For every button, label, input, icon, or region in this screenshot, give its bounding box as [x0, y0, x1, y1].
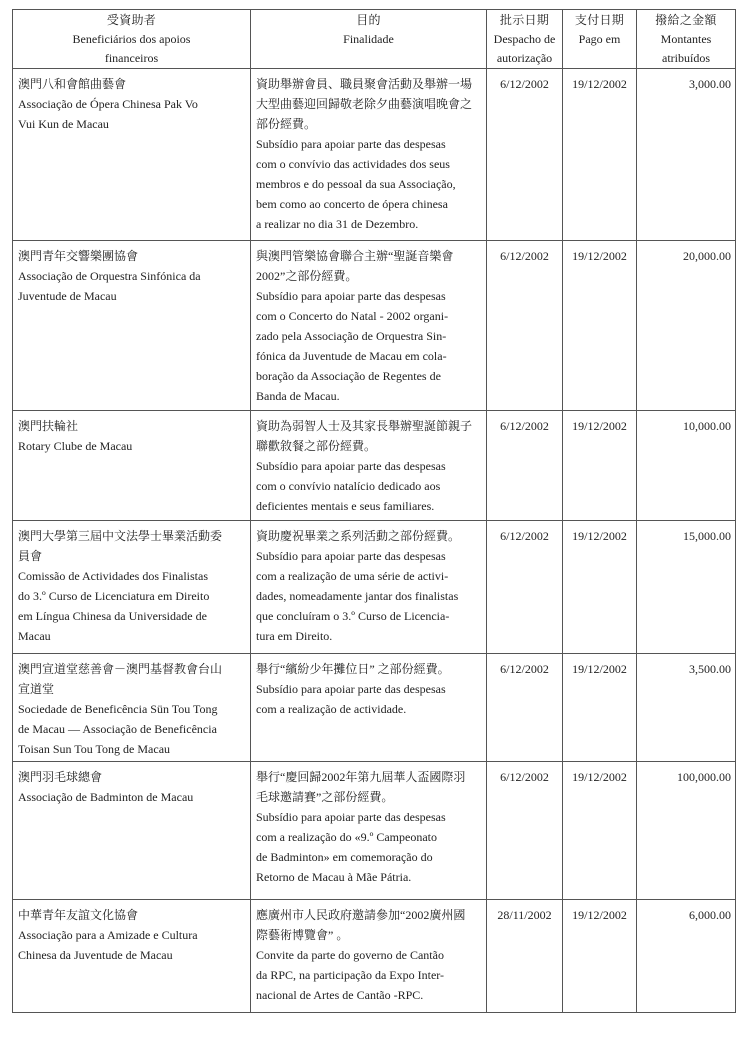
beneficiary-line: 澳門羽毛球總會 [18, 770, 103, 784]
purpose-line: membros e do pessoal da sua Associação, [256, 177, 456, 191]
purpose-line: dades, nomeadamente jantar dos finalistas [256, 589, 459, 603]
paid-date-cell: 19/12/2002 [563, 521, 637, 654]
purpose-line: bem como ao concerto de ópera chinesa [256, 197, 448, 211]
purpose-line: com o convívio das actividades dos seus [256, 157, 450, 171]
purpose-line: da RPC, na participação da Expo Inter- [256, 968, 445, 982]
beneficiary-cell [13, 241, 251, 411]
purpose-line: Retorno de Macau à Mãe Pátria. [256, 870, 412, 884]
paid-date-cell: 19/12/2002 [563, 69, 637, 241]
beneficiary-line: Sociedade de Beneficência Sün Tou Tong [18, 702, 218, 716]
purpose-line: de Badminton» em comemoração do [256, 850, 433, 864]
beneficiary-line: Chinesa da Juventude de Macau [18, 948, 173, 962]
purpose-line: fónica da Juventude de Macau em cola- [256, 349, 447, 363]
header-purpose: 目的 Finalidade [251, 10, 487, 69]
header-paid: 支付日期 Pago em [563, 10, 637, 69]
purpose-line: Subsídio para apoiar parte das despesas [256, 810, 446, 824]
purpose-line: com o convívio natalício dedicado aos [256, 479, 441, 493]
beneficiary-line: 澳門宣道堂慈善會－澳門基督教會台山 [18, 662, 223, 676]
paid-date-cell: 19/12/2002 [563, 654, 637, 762]
purpose-line: Subsídio para apoiar parte das despesas [256, 137, 446, 151]
purpose-line: 大型曲藝迎回歸敬老除夕曲藝演唱晚會之 [256, 97, 473, 111]
purpose-cell [251, 69, 487, 241]
beneficiary-line: 澳門八和會館曲藝會 [18, 77, 127, 91]
purpose-line: com a realização de uma série de activi- [256, 569, 449, 583]
purpose-line: 舉行“繽紛少年攤位日” 之部份經費。 [256, 662, 450, 676]
beneficiary-line: 中華青年友誼文化協會 [18, 908, 139, 922]
table-body [13, 69, 736, 1013]
amount-cell: 20,000.00 [637, 241, 736, 411]
purpose-line: zado pela Associação de Orquestra Sin- [256, 329, 447, 343]
amount-cell: 3,500.00 [637, 654, 736, 762]
beneficiary-line: Associação de Orquestra Sinfónica da [18, 269, 201, 283]
paid-date-cell: 19/12/2002 [563, 900, 637, 1013]
table-row [13, 654, 736, 762]
beneficiary-line: Associação de Ópera Chinesa Pak Vo [18, 97, 198, 111]
purpose-line: Banda de Macau. [256, 389, 340, 403]
purpose-line: 部份經費。 [256, 117, 317, 131]
purpose-cell [251, 762, 487, 900]
authorization-date-cell: 28/11/2002 [487, 900, 563, 1013]
beneficiary-line: Comissão de Actividades dos Finalistas [18, 569, 208, 583]
amount-cell: 100,000.00 [637, 762, 736, 900]
header-authorization: 批示日期 Despacho de autorização [487, 10, 563, 69]
beneficiary-line: Vui Kun de Macau [18, 117, 109, 131]
purpose-line: 資助舉辦會員、職員聚會活動及舉辦一場 [256, 77, 473, 91]
header-amount: 撥給之金額 Montantes atribuídos [637, 10, 736, 69]
header-beneficiary: 受資助者 Beneficiários dos apoios financeiros [13, 10, 251, 69]
beneficiary-line: Rotary Clube de Macau [18, 439, 133, 453]
purpose-line: Subsídio para apoiar parte das despesas [256, 289, 446, 303]
beneficiary-line: de Macau — Associação de Beneficência [18, 722, 217, 736]
beneficiary-line: em Língua Chinesa da Universidade de [18, 609, 207, 623]
beneficiary-cell [13, 900, 251, 1013]
table-row [13, 521, 736, 654]
purpose-line: 舉行“慶回歸2002年第九屆華人盃國際羽 [256, 770, 466, 784]
purpose-line: Subsídio para apoiar parte das despesas [256, 459, 446, 473]
table-row [13, 69, 736, 241]
beneficiary-line: 宣道堂 [18, 682, 55, 696]
beneficiary-line: do 3.º Curso de Licenciatura em Direito [18, 589, 210, 603]
purpose-line: boração da Associação de Regentes de [256, 369, 441, 383]
purpose-cell [251, 654, 487, 762]
purpose-line: Subsídio para apoiar parte das despesas [256, 549, 446, 563]
purpose-line: deficientes mentais e seus familiares. [256, 499, 435, 513]
purpose-line: 聯歡敘餐之部份經費。 [256, 439, 377, 453]
authorization-date-cell: 6/12/2002 [487, 654, 563, 762]
subsidy-table [12, 9, 736, 1013]
purpose-cell [251, 411, 487, 521]
paid-date-cell: 19/12/2002 [563, 411, 637, 521]
beneficiary-line: Associação de Badminton de Macau [18, 790, 194, 804]
purpose-line: 2002”之部份經費。 [256, 269, 358, 283]
beneficiary-line: 澳門大學第三屆中文法學士畢業活動委 [18, 529, 223, 543]
purpose-line: nacional de Artes de Cantão -RPC. [256, 988, 424, 1002]
beneficiary-line: Toisan Sun Tou Tong de Macau [18, 742, 171, 756]
beneficiary-line: 澳門扶輪社 [18, 419, 79, 433]
purpose-line: que concluíram o 3.º Curso de Licencia- [256, 609, 450, 623]
purpose-line: 資助慶祝畢業之系列活動之部份經費。 [256, 529, 461, 543]
beneficiary-cell [13, 411, 251, 521]
beneficiary-cell [13, 762, 251, 900]
beneficiary-cell [13, 521, 251, 654]
purpose-line: tura em Direito. [256, 629, 333, 643]
table-row [13, 411, 736, 521]
purpose-line: 毛球邀請賽”之部份經費。 [256, 790, 394, 804]
amount-cell: 3,000.00 [637, 69, 736, 241]
purpose-line: com a realização de actividade. [256, 702, 407, 716]
purpose-cell [251, 521, 487, 654]
authorization-date-cell: 6/12/2002 [487, 521, 563, 654]
purpose-line: Subsídio para apoiar parte das despesas [256, 682, 446, 696]
amount-cell: 10,000.00 [637, 411, 736, 521]
paid-date-cell: 19/12/2002 [563, 241, 637, 411]
beneficiary-line: Macau [18, 629, 51, 643]
beneficiary-line: Juventude de Macau [18, 289, 117, 303]
authorization-date-cell: 6/12/2002 [487, 241, 563, 411]
table-row [13, 241, 736, 411]
authorization-date-cell: 6/12/2002 [487, 69, 563, 241]
purpose-line: 應廣州市人民政府邀請參加“2002廣州國 [256, 908, 466, 922]
purpose-line: a realizar no dia 31 de Dezembro. [256, 217, 419, 231]
purpose-line: 與澳門管樂協會聯合主辦“聖誕音樂會 [256, 249, 454, 263]
purpose-line: 資助為弱智人士及其家長舉辦聖誕節親子 [256, 419, 473, 433]
amount-cell: 6,000.00 [637, 900, 736, 1013]
authorization-date-cell: 6/12/2002 [487, 411, 563, 521]
authorization-date-cell: 6/12/2002 [487, 762, 563, 900]
beneficiary-line: Associação para a Amizade e Cultura [18, 928, 198, 942]
purpose-cell [251, 241, 487, 411]
beneficiary-cell [13, 654, 251, 762]
purpose-cell [251, 900, 487, 1013]
beneficiary-cell [13, 69, 251, 241]
purpose-line: com o Concerto do Natal - 2002 organi- [256, 309, 449, 323]
purpose-line: 際藝術博覽會” 。 [256, 928, 349, 942]
beneficiary-line: 澳門青年交響樂團協會 [18, 249, 139, 263]
table-row [13, 900, 736, 1013]
header-row [13, 10, 736, 69]
amount-cell: 15,000.00 [637, 521, 736, 654]
purpose-line: com a realização do «9.º Campeonato [256, 830, 437, 844]
beneficiary-line: 員會 [18, 549, 43, 563]
paid-date-cell: 19/12/2002 [563, 762, 637, 900]
table-row [13, 762, 736, 900]
purpose-line: Convite da parte do governo de Cantão [256, 948, 444, 962]
